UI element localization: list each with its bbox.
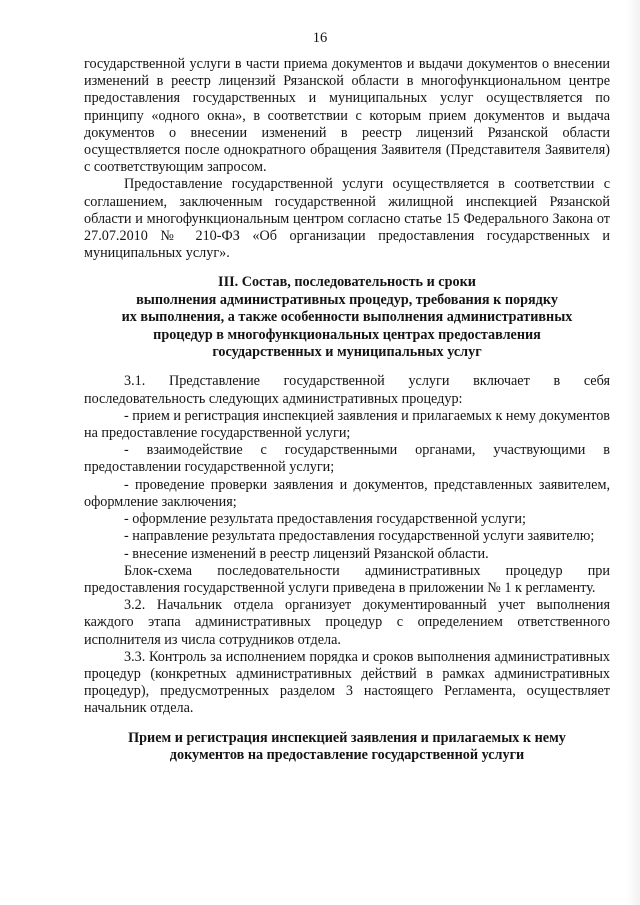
section-3-heading: [84, 274, 610, 361]
page-content: [84, 56, 610, 764]
procedure-item: - проведение проверки заявления и документов, представленных заявителем, оформление заключения;: [84, 476, 610, 510]
heading-line: Прием и регистрация инспекцией заявления и прилагаемых к нему: [128, 729, 566, 746]
intro-paragraph-2: Предоставление государственной услуги осуществляется в соответствии с соглашением, заключенным государственной жилищной инспекцией Рязанской области и многофункциональным центром согласно статье 15 Федерального Закона от 27.07.2010 № 210-ФЗ «Об организации предоставления государственных и муниципальных услуг».: [84, 176, 610, 262]
clause-3-2: 3.2. Начальник отдела организует документированный учет выполнения каждого этапа административных процедур с определением ответственного исполнителя из числа сотрудников отдела.: [84, 597, 610, 648]
procedure-item: - прием и регистрация инспекцией заявления и прилагаемых к нему документов на предоставление государственной услуги;: [84, 407, 610, 442]
page-number: 16: [312, 30, 328, 46]
heading-line: их выполнения, а также особенности выполнения административных: [121, 309, 573, 326]
block-scheme-paragraph: Блок-схема последовательности административных процедур при предоставления государственной услуги приведена в приложении № 1 к регламенту.: [84, 562, 610, 596]
procedure-item: - направление результата предоставления государственной услуги заявителю;: [124, 528, 595, 545]
heading-line: государственных и муниципальных услуг: [212, 344, 482, 361]
heading-line: процедур в многофункциональных центрах предоставления: [153, 326, 541, 343]
scan-edge: [626, 0, 640, 905]
procedure-item: - внесение изменений в реестр лицензий Рязанской области.: [124, 545, 489, 562]
clause-3-3: 3.3. Контроль за исполнением порядка и сроков выполнения административных процедур (конкретных административных действий в рамках административных процедур), предусмотренных разделом 3 настоящего Регламента, осуществляет начальник отдела.: [84, 648, 610, 717]
heading-line: документов на предоставление государственной услуги: [169, 746, 525, 763]
procedure-item: - оформление результата предоставления государственной услуги;: [124, 511, 526, 528]
intro-paragraph-1: государственной услуги в части приема документов и выдачи документов о внесении изменений в реестр лицензий Рязанской области в многофункциональном центре предоставления государственных и муниципальных услуг осуществляется по принципу «одного окна», в соответствии с которым прием документов и выдача документов о внесении изменений в реестр лицензий Рязанской области осуществляется после однократного обращения Заявителя (Представителя Заявителя) с соответствующим запросом.: [84, 56, 610, 176]
heading-line: выполнения административных процедур, требования к порядку: [136, 291, 558, 308]
clause-3-1-intro: 3.1. Представление государственной услуги включает в себя последовательность следующих административных процедур:: [84, 373, 610, 407]
subsection-heading: [84, 730, 610, 765]
heading-line: III. Состав, последовательность и сроки: [218, 274, 476, 291]
procedure-item: - взаимодействие с государственными органами, участвующими в предоставлении государственной услуги;: [84, 442, 610, 476]
